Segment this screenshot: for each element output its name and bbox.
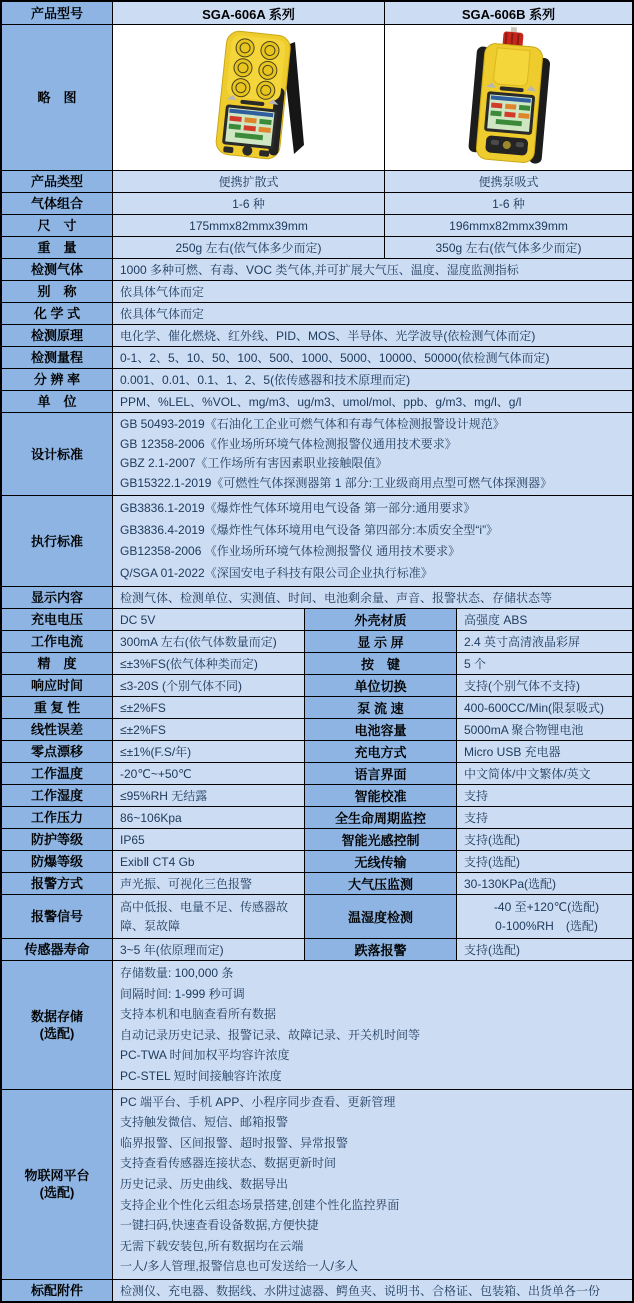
row-working-pressure <box>2 807 632 829</box>
row-alarm-mode <box>2 873 632 895</box>
label-line: 物联网平台 <box>24 1168 90 1184</box>
row-value-2: Micro USB 充电器 <box>464 745 561 759</box>
row-working-temperature <box>2 763 632 785</box>
row-product-type <box>2 171 632 193</box>
row-label-1: 线性误差 <box>2 719 112 740</box>
feature-line: PC 端平台、手机 APP、小程序同步查看、更新管理 <box>120 1094 396 1109</box>
iot-platform-lines <box>112 1090 632 1279</box>
row-label: 化 学 式 <box>2 303 112 324</box>
device-a-illustration <box>169 27 329 169</box>
row-label-1: 工作湿度 <box>2 785 112 806</box>
row-label: 检测量程 <box>2 347 112 368</box>
feature-line: 一键扫码,快速查看设备数据,方便快捷 <box>120 1218 319 1233</box>
feature-line: PC-STEL 短时间接触容许浓度 <box>120 1068 282 1083</box>
row-value-2: 中文简体/中文繁体/英文 <box>464 767 591 781</box>
row-explosion-proof-rating <box>2 851 632 873</box>
label-line: (选配) <box>39 1025 75 1041</box>
feature-line: 历史记录、历史曲线、数据导出 <box>120 1176 289 1191</box>
row-label-1: 报警信号 <box>2 895 112 938</box>
row-working-humidity <box>2 785 632 807</box>
row-label-2: 无线传输 <box>304 851 457 872</box>
feature-line: 无需下载安装包,所有数据均在云端 <box>120 1238 304 1253</box>
row-value-1: 300mA 左右(依气体数量而定) <box>112 631 304 652</box>
row-zero-drift <box>2 741 632 763</box>
row-value-1: 高中低报、电量不足、传感器故障、泵故障 <box>112 895 304 938</box>
row-chemical-formula <box>2 303 632 325</box>
label-line: 数据存储 <box>30 1008 83 1024</box>
row-value: 电化学、催化燃烧、红外线、PID、MOS、半导体、光学波导(依检测气体而定) <box>112 325 632 346</box>
value-b: 1-6 种 <box>492 197 525 211</box>
row-value-2: 2.4 英寸高清液晶彩屏 <box>464 635 581 649</box>
feature-line: 支持查看传感器连接状态、数据更新时间 <box>120 1156 337 1171</box>
label-line: (选配) <box>39 1185 75 1201</box>
header-model-a: SGA-606A 系列 <box>112 2 385 24</box>
value-b: 350g 左右(依气体多少而定) <box>435 241 582 255</box>
row-label-1: 响应时间 <box>2 675 112 696</box>
row-label-1: 报警方式 <box>2 873 112 894</box>
device-b-illustration <box>429 27 589 169</box>
row-alarm-signal <box>2 895 632 939</box>
row-value-1: ≤95%RH 无结露 <box>112 785 304 806</box>
row-label-2: 智能光感控制 <box>304 829 457 850</box>
row-sensor-life <box>2 939 632 961</box>
row-response-time <box>2 675 632 697</box>
row-value-2: 支持(选配) <box>464 833 520 847</box>
row-value-2: 5 个 <box>464 657 487 671</box>
row-value: 检测气体、检测单位、实测值、时间、电池剩余量、声音、报警状态、存储状态等 <box>112 587 632 608</box>
device-sga606a-image <box>112 25 385 170</box>
data-storage-lines <box>112 961 632 1089</box>
row-linearity-error <box>2 719 632 741</box>
value-a: 175mmx82mmx39mm <box>112 215 385 236</box>
row-label-2: 按 键 <box>304 653 457 674</box>
row-value-2: 5000mA 聚合物锂电池 <box>464 723 584 737</box>
row-value-1: IP65 <box>112 829 304 850</box>
row-label: 重 量 <box>2 237 112 258</box>
row-value: 检测仪、充电器、数据线、水阱过滤器、鳄鱼夹、说明书、合格证、包装箱、出货单各一份 <box>112 1280 632 1301</box>
standard-line: GBZ 2.1-2007《工作场所有害因素职业接触限值》 <box>120 456 388 470</box>
value-a: 便携扩散式 <box>112 171 385 192</box>
header-model-b: SGA-606B 系列 <box>461 6 556 22</box>
row-design-standard <box>2 413 632 496</box>
row-value-1: 3~5 年(依原理而定) <box>112 939 304 960</box>
row-label-2: 外壳材质 <box>304 609 457 630</box>
value-a: 1-6 种 <box>112 193 385 214</box>
row-value-1: 声光振、可视化三色报警 <box>112 873 304 894</box>
value-b: 196mmx82mmx39mm <box>449 218 568 233</box>
standard-line: Q/SGA 01-2022《深国安电子科技有限公司企业执行标准》 <box>120 565 433 580</box>
row-value-1: 86~106Kpa <box>112 807 304 828</box>
row-value: 依具体气体而定 <box>112 303 632 324</box>
row-value-1: ≤±2%FS <box>112 697 304 718</box>
row-dimensions <box>2 215 632 237</box>
row-value-2 <box>457 895 632 938</box>
row-value-2: 400-600CC/Min(限泵吸式) <box>464 701 605 715</box>
row-label: 单 位 <box>2 391 112 412</box>
row-label-2: 单位切换 <box>304 675 457 696</box>
standard-line: GB 50493-2019《石油化工企业可燃气体和有毒气体检测报警设计规范》 <box>120 417 505 431</box>
row-value: 0-1、2、5、10、50、100、500、1000、5000、10000、50000(依检测气体而定) <box>112 347 632 368</box>
row-value-2: 支持(选配) <box>464 855 520 869</box>
row-value-2: 支持(个别气体不支持) <box>464 679 580 693</box>
row-label <box>2 961 112 1089</box>
feature-line: 临界报警、区间报警、超时报警、异常报警 <box>120 1135 349 1150</box>
row-label: 显示内容 <box>2 587 112 608</box>
row-detect-gas <box>2 259 632 281</box>
row-label-2: 语言界面 <box>304 763 457 784</box>
row-label-1: 传感器寿命 <box>2 939 112 960</box>
row-label-2: 温湿度检测 <box>304 895 457 938</box>
row-label-1: 工作电流 <box>2 631 112 652</box>
row-label-2: 大气压监测 <box>304 873 457 894</box>
row-value-1: ≤±3%FS(依气体种类而定) <box>112 653 304 674</box>
row-label-2: 充电方式 <box>304 741 457 762</box>
row-value-1: ≤±1%(F.S/年) <box>112 741 304 762</box>
value-a: 250g 左右(依气体多少而定) <box>112 237 385 258</box>
row-label-2: 显 示 屏 <box>304 631 457 652</box>
feature-line: 一人/多人管理,报警信息也可发送给一人/多人 <box>120 1259 359 1274</box>
row-resolution <box>2 369 632 391</box>
row-repeatability <box>2 697 632 719</box>
row-value-2: 高强度 ABS <box>464 613 528 627</box>
row-value-1: ExibⅡ CT4 Gb <box>112 851 304 872</box>
row-protection-rating <box>2 829 632 851</box>
standard-line: GB15322.1-2019《可燃性气体探测器第 1 部分:工业级商用点型可燃气体探测器》 <box>120 475 553 490</box>
row-label: 尺 寸 <box>2 215 112 236</box>
row-display-content <box>2 587 632 609</box>
row-value: PPM、%LEL、%VOL、mg/m3、ug/m3、umol/mol、ppb、g/m3、mg/l、g/l <box>112 391 632 412</box>
row-label: 检测原理 <box>2 325 112 346</box>
row-label-1: 工作温度 <box>2 763 112 784</box>
row-label <box>2 1090 112 1279</box>
row-label-1: 零点漂移 <box>2 741 112 762</box>
row-iot-platform <box>2 1090 632 1280</box>
row-detection-principle <box>2 325 632 347</box>
row-charge-voltage <box>2 609 632 631</box>
row-detection-range <box>2 347 632 369</box>
row-value: 1000 多种可燃、有毒、VOC 类气体,并可扩展大气压、温度、湿度监测指标 <box>112 259 632 280</box>
row-standard-accessories <box>2 1280 632 1301</box>
row-label: 气体组合 <box>2 193 112 214</box>
row-gas-combination <box>2 193 632 215</box>
row-label-1: 防爆等级 <box>2 851 112 872</box>
row-value-2: 支持 <box>464 811 489 825</box>
row-value: 0.001、0.01、0.1、1、2、5(依传感器和技术原理而定) <box>112 369 632 390</box>
row-label-1: 防护等级 <box>2 829 112 850</box>
header-label: 产品型号 <box>2 2 112 24</box>
row-label-1: 重 复 性 <box>2 697 112 718</box>
row-label: 标配附件 <box>2 1280 112 1301</box>
value-b: 便携泵吸式 <box>478 175 539 189</box>
row-data-storage <box>2 961 632 1090</box>
feature-line: PC-TWA 时间加权平均容许浓度 <box>120 1048 290 1063</box>
temp-range-line: -40 至+120℃(选配) <box>493 899 600 914</box>
row-value-1: ≤±2%FS <box>112 719 304 740</box>
standard-line: GB3836.1-2019《爆炸性气体环境用电气设备 第一部分:通用要求》 <box>120 501 476 515</box>
row-value-1: -20℃~+50℃ <box>112 763 304 784</box>
device-sga606b-image <box>385 25 632 170</box>
feature-line: 支持触发微信、短信、邮箱报警 <box>120 1115 289 1130</box>
row-label: 设计标准 <box>2 413 112 495</box>
feature-line: 间隔时间: 1-999 秒可调 <box>120 986 245 1001</box>
feature-line: 支持企业个性化云组态场景搭建,创建个性化监控界面 <box>120 1197 400 1212</box>
row-label: 执行标准 <box>2 496 112 586</box>
design-standard-lines <box>112 413 632 495</box>
row-exec-standard <box>2 496 632 587</box>
product-model-header-row <box>2 2 632 25</box>
row-value-1: ≤3-20S (个别气体不同) <box>112 675 304 696</box>
row-label-1: 充电电压 <box>2 609 112 630</box>
humidity-range-line: 0-100%RH (选配) <box>495 918 598 933</box>
row-label-2: 跌落报警 <box>304 939 457 960</box>
row-label-2: 泵 流 速 <box>304 697 457 718</box>
row-unit <box>2 391 632 413</box>
feature-line: 存储数量: 100,000 条 <box>120 966 234 980</box>
row-accuracy <box>2 653 632 675</box>
row-working-current <box>2 631 632 653</box>
standard-line: GB12358-2006 《作业场所环境气体检测报警仪 通用技术要求》 <box>120 544 461 558</box>
row-label-2: 电池容量 <box>304 719 457 740</box>
row-value-2: 支持(选配) <box>464 943 520 957</box>
sketch-row <box>2 25 632 171</box>
row-label: 分 辨 率 <box>2 369 112 390</box>
row-value: 依具体气体而定 <box>112 281 632 302</box>
row-label: 检测气体 <box>2 259 112 280</box>
feature-line: 支持本机和电脑查看所有数据 <box>120 1007 277 1022</box>
row-label: 别 称 <box>2 281 112 302</box>
row-weight <box>2 237 632 259</box>
row-label: 产品类型 <box>2 171 112 192</box>
row-label-1: 精 度 <box>2 653 112 674</box>
standard-line: GB 12358-2006《作业场所环境气体检测报警仪通用技术要求》 <box>120 436 457 451</box>
sketch-label: 略 图 <box>2 25 112 170</box>
row-alias <box>2 281 632 303</box>
row-value-2: 30-130KPa(选配) <box>464 877 557 891</box>
row-label-2: 全生命周期监控 <box>304 807 457 828</box>
row-value-1: DC 5V <box>112 609 304 630</box>
row-value-2: 支持 <box>464 789 489 803</box>
row-label-2: 智能校准 <box>304 785 457 806</box>
feature-line: 自动记录历史记录、报警记录、故障记录、开关机时间等 <box>120 1027 421 1042</box>
exec-standard-lines <box>112 496 632 586</box>
row-label-1: 工作压力 <box>2 807 112 828</box>
standard-line: GB3836.4-2019《爆炸性气体环境用电气设备 第四部分:本质安全型“i”》 <box>120 522 499 537</box>
